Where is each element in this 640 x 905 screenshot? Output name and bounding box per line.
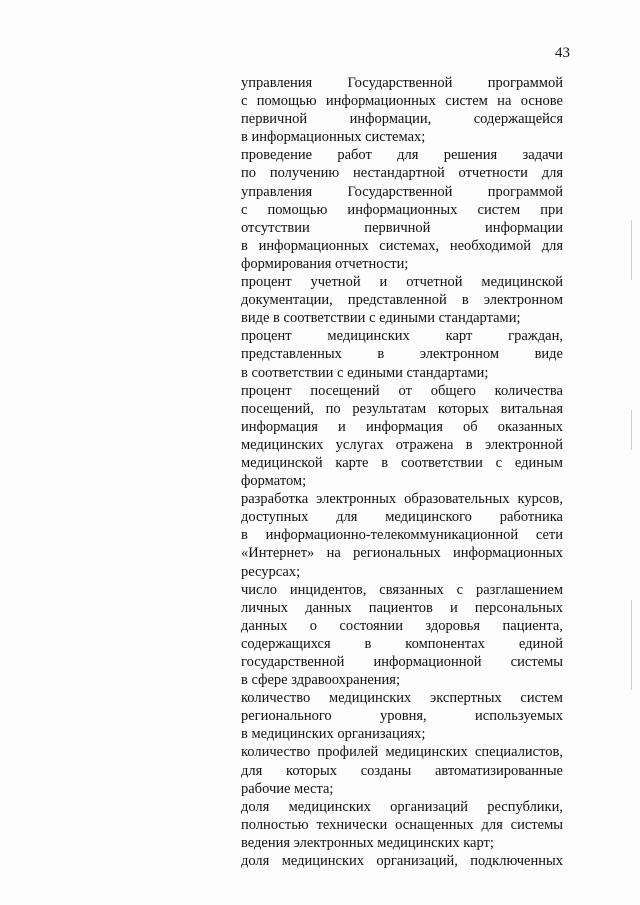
text-line: полностью технически оснащенных для системы <box>241 816 563 833</box>
text-line: процент учетной и отчетной медицинской <box>241 274 563 291</box>
text-line: информация и информация об оказанных <box>241 418 563 435</box>
text-line: отсутствии первичной информации <box>241 219 563 236</box>
scan-artifact <box>631 600 632 690</box>
text-line: содержащихся в компонентах единой <box>241 635 563 652</box>
text-line: форматом; <box>241 473 307 490</box>
text-line: данных о состоянии здоровья пациента, <box>241 617 563 634</box>
text-line: с помощью информационных систем на основе <box>241 93 563 110</box>
text-line: количество медицинских экспертных систем <box>241 690 563 707</box>
text-line: с помощью информационных систем при <box>241 201 563 218</box>
text-line: ведения электронных медицинских карт; <box>241 834 494 851</box>
text-line: доля медицинских организаций, подключенных <box>241 853 563 870</box>
text-line: число инцидентов, связанных с разглашением <box>241 581 563 598</box>
text-line: виде в соответствии с едиными стандартами; <box>241 310 521 327</box>
text-line: государственной информационной системы <box>241 654 563 670</box>
scan-artifact <box>631 220 632 280</box>
body-text <box>241 74 563 870</box>
text-line: разработка электронных образовательных курсов, <box>241 491 563 508</box>
text-line: «Интернет» на региональных информационных <box>241 545 563 562</box>
text-line: управления Государственной программой <box>241 183 563 200</box>
text-line: в соответствии с едиными стандартами; <box>241 364 489 381</box>
text-line: управления Государственной программой <box>241 75 563 91</box>
text-line: в информационных системах; <box>241 129 426 146</box>
scan-artifact <box>631 410 632 450</box>
text-line: процент медицинских карт граждан, <box>241 328 563 345</box>
text-line: по получению нестандартной отчетности для <box>241 165 563 182</box>
text-line: посещений, по результатам которых витальная <box>241 400 563 417</box>
text-line: количество профилей медицинских специалистов, <box>241 744 563 761</box>
text-line: представленных в электронном виде <box>241 346 563 363</box>
text-line: документации, представленной в электронном <box>241 292 563 309</box>
text-line: формирования отчетности; <box>241 255 409 272</box>
text-line: процент посещений от общего количества <box>241 382 563 399</box>
text-line: медицинских услугах отражена в электронной <box>241 436 563 453</box>
text-line: рабочие места; <box>241 780 334 797</box>
text-line: в информационных системах, необходимой для <box>241 237 563 254</box>
text-line: ресурсах; <box>241 563 301 580</box>
text-line: личных данных пациентов и персональных <box>241 599 563 616</box>
text-line: первичной информации, содержащейся <box>241 111 563 128</box>
text-line: медицинской карте в соответствии с единым <box>241 454 563 471</box>
page-number: 43 <box>555 45 570 61</box>
text-line: в медицинских организациях; <box>241 726 426 743</box>
text-line: в информационно-телекоммуникационной сети <box>241 527 563 544</box>
text-line: доля медицинских организаций республики, <box>241 798 563 815</box>
text-line: доступных для медицинского работника <box>241 509 563 526</box>
text-line: проведение работ для решения задачи <box>241 147 563 164</box>
text-line: в сфере здравоохранения; <box>241 672 400 689</box>
text-line: регионального уровня, используемых <box>241 708 563 725</box>
text-line: для которых созданы автоматизированные <box>241 762 563 779</box>
